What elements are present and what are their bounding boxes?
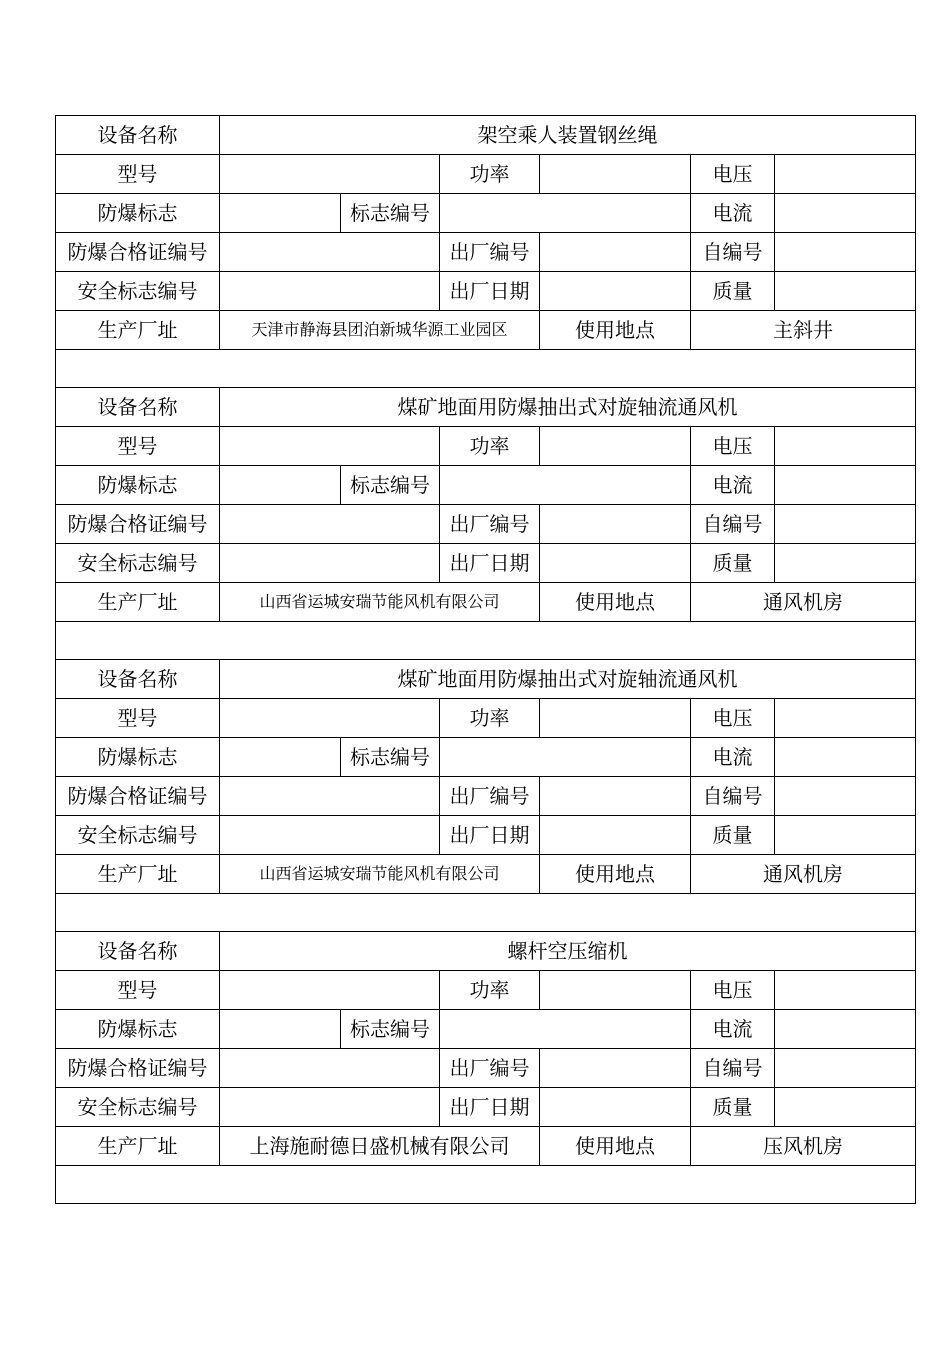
value-factory-date: [540, 816, 691, 855]
label-ex-cert-number: 防爆合格证编号: [56, 233, 220, 272]
row-ex-mark: [56, 194, 916, 233]
value-current: [775, 738, 916, 777]
value-device-name: 煤矿地面用防爆抽出式对旋轴流通风机: [220, 388, 916, 427]
value-ex-cert-number: [220, 233, 440, 272]
row-safety-mark: [56, 1088, 916, 1127]
value-current: [775, 194, 916, 233]
value-voltage: [775, 155, 916, 194]
label-current: 电流: [691, 738, 775, 777]
label-location: 使用地点: [540, 1127, 691, 1166]
row-ex-mark: [56, 738, 916, 777]
value-location: 通风机房: [691, 583, 916, 622]
label-model: 型号: [56, 971, 220, 1010]
label-device-name: 设备名称: [56, 932, 220, 971]
spacer-cell: [56, 350, 916, 388]
label-factory-number: 出厂编号: [440, 505, 540, 544]
value-factory-number: [540, 233, 691, 272]
row-manufacturer: [56, 583, 916, 622]
label-factory-date: 出厂日期: [440, 1088, 540, 1127]
spacer-cell: [56, 622, 916, 660]
value-mark-number: [440, 1010, 691, 1049]
label-current: 电流: [691, 1010, 775, 1049]
value-self-number: [775, 233, 916, 272]
label-factory-number: 出厂编号: [440, 233, 540, 272]
value-self-number: [775, 777, 916, 816]
value-model: [220, 155, 440, 194]
row-manufacturer: [56, 311, 916, 350]
label-model: 型号: [56, 699, 220, 738]
row-ex-mark: [56, 1010, 916, 1049]
row-model: [56, 699, 916, 738]
row-model: [56, 155, 916, 194]
value-self-number: [775, 1049, 916, 1088]
value-voltage: [775, 427, 916, 466]
value-power: [540, 427, 691, 466]
value-ex-mark: [220, 1010, 341, 1049]
label-manufacturer: 生产厂址: [56, 1127, 220, 1166]
value-ex-cert-number: [220, 505, 440, 544]
label-manufacturer: 生产厂址: [56, 855, 220, 894]
label-power: 功率: [440, 155, 540, 194]
value-device-name: 螺杆空压缩机: [220, 932, 916, 971]
value-quality: [775, 816, 916, 855]
equipment-record-2: [56, 388, 916, 660]
row-ex-cert: [56, 505, 916, 544]
row-device-name: [56, 932, 916, 971]
label-location: 使用地点: [540, 583, 691, 622]
value-factory-number: [540, 505, 691, 544]
value-voltage: [775, 699, 916, 738]
label-voltage: 电压: [691, 427, 775, 466]
value-model: [220, 971, 440, 1010]
label-self-number: 自编号: [691, 505, 775, 544]
value-current: [775, 466, 916, 505]
label-mark-number: 标志编号: [341, 194, 440, 233]
label-factory-date: 出厂日期: [440, 816, 540, 855]
label-voltage: 电压: [691, 699, 775, 738]
label-model: 型号: [56, 155, 220, 194]
label-self-number: 自编号: [691, 233, 775, 272]
label-mark-number: 标志编号: [341, 1010, 440, 1049]
value-mark-number: [440, 194, 691, 233]
label-ex-cert-number: 防爆合格证编号: [56, 505, 220, 544]
value-factory-number: [540, 777, 691, 816]
value-ex-cert-number: [220, 1049, 440, 1088]
row-safety-mark: [56, 544, 916, 583]
label-device-name: 设备名称: [56, 388, 220, 427]
label-manufacturer: 生产厂址: [56, 311, 220, 350]
row-device-name: [56, 660, 916, 699]
label-factory-date: 出厂日期: [440, 272, 540, 311]
row-ex-mark: [56, 466, 916, 505]
value-power: [540, 155, 691, 194]
value-ex-mark: [220, 738, 341, 777]
row-model: [56, 427, 916, 466]
value-factory-date: [540, 544, 691, 583]
label-quality: 质量: [691, 272, 775, 311]
row-manufacturer: [56, 855, 916, 894]
label-ex-mark: 防爆标志: [56, 466, 220, 505]
value-manufacturer: 山西省运城安瑞节能风机有限公司: [220, 583, 540, 622]
row-manufacturer: [56, 1127, 916, 1166]
row-device-name: [56, 388, 916, 427]
label-safety-mark-number: 安全标志编号: [56, 1088, 220, 1127]
value-safety-mark-number: [220, 272, 440, 311]
label-location: 使用地点: [540, 855, 691, 894]
row-model: [56, 971, 916, 1010]
value-factory-number: [540, 1049, 691, 1088]
row-safety-mark: [56, 272, 916, 311]
label-device-name: 设备名称: [56, 660, 220, 699]
row-safety-mark: [56, 816, 916, 855]
label-mark-number: 标志编号: [341, 738, 440, 777]
label-location: 使用地点: [540, 311, 691, 350]
row-ex-cert: [56, 1049, 916, 1088]
row-device-name: [56, 116, 916, 155]
value-quality: [775, 1088, 916, 1127]
value-ex-cert-number: [220, 777, 440, 816]
label-safety-mark-number: 安全标志编号: [56, 544, 220, 583]
equipment-record-3: [56, 660, 916, 932]
spacer-cell: [56, 894, 916, 932]
value-power: [540, 699, 691, 738]
value-location: 通风机房: [691, 855, 916, 894]
label-model: 型号: [56, 427, 220, 466]
label-ex-mark: 防爆标志: [56, 1010, 220, 1049]
label-power: 功率: [440, 971, 540, 1010]
label-voltage: 电压: [691, 155, 775, 194]
value-voltage: [775, 971, 916, 1010]
label-safety-mark-number: 安全标志编号: [56, 816, 220, 855]
label-power: 功率: [440, 427, 540, 466]
value-device-name: 煤矿地面用防爆抽出式对旋轴流通风机: [220, 660, 916, 699]
value-ex-mark: [220, 466, 341, 505]
value-device-name: 架空乘人装置钢丝绳: [220, 116, 916, 155]
value-safety-mark-number: [220, 1088, 440, 1127]
value-manufacturer: 上海施耐德日盛机械有限公司: [220, 1127, 540, 1166]
value-model: [220, 699, 440, 738]
label-ex-mark: 防爆标志: [56, 738, 220, 777]
label-voltage: 电压: [691, 971, 775, 1010]
value-manufacturer: 山西省运城安瑞节能风机有限公司: [220, 855, 540, 894]
value-safety-mark-number: [220, 544, 440, 583]
value-factory-date: [540, 272, 691, 311]
label-power: 功率: [440, 699, 540, 738]
value-safety-mark-number: [220, 816, 440, 855]
equipment-record-1: [56, 116, 916, 388]
row-spacer: [56, 1166, 916, 1204]
value-self-number: [775, 505, 916, 544]
label-current: 电流: [691, 466, 775, 505]
label-self-number: 自编号: [691, 1049, 775, 1088]
value-quality: [775, 272, 916, 311]
value-mark-number: [440, 738, 691, 777]
label-manufacturer: 生产厂址: [56, 583, 220, 622]
value-manufacturer: 天津市静海县团泊新城华源工业园区: [220, 311, 540, 350]
equipment-record-4: [56, 932, 916, 1204]
value-quality: [775, 544, 916, 583]
label-factory-number: 出厂编号: [440, 777, 540, 816]
label-quality: 质量: [691, 816, 775, 855]
row-ex-cert: [56, 233, 916, 272]
label-quality: 质量: [691, 544, 775, 583]
label-current: 电流: [691, 194, 775, 233]
row-spacer: [56, 350, 916, 388]
label-factory-number: 出厂编号: [440, 1049, 540, 1088]
value-current: [775, 1010, 916, 1049]
value-location: 压风机房: [691, 1127, 916, 1166]
label-quality: 质量: [691, 1088, 775, 1127]
row-ex-cert: [56, 777, 916, 816]
value-factory-date: [540, 1088, 691, 1127]
spacer-cell: [56, 1166, 916, 1204]
label-device-name: 设备名称: [56, 116, 220, 155]
value-ex-mark: [220, 194, 341, 233]
label-mark-number: 标志编号: [341, 466, 440, 505]
row-spacer: [56, 894, 916, 932]
equipment-record-table: [55, 115, 916, 1204]
value-mark-number: [440, 466, 691, 505]
label-factory-date: 出厂日期: [440, 544, 540, 583]
value-location: 主斜井: [691, 311, 916, 350]
label-ex-mark: 防爆标志: [56, 194, 220, 233]
label-ex-cert-number: 防爆合格证编号: [56, 777, 220, 816]
label-self-number: 自编号: [691, 777, 775, 816]
label-ex-cert-number: 防爆合格证编号: [56, 1049, 220, 1088]
value-power: [540, 971, 691, 1010]
value-model: [220, 427, 440, 466]
label-safety-mark-number: 安全标志编号: [56, 272, 220, 311]
row-spacer: [56, 622, 916, 660]
